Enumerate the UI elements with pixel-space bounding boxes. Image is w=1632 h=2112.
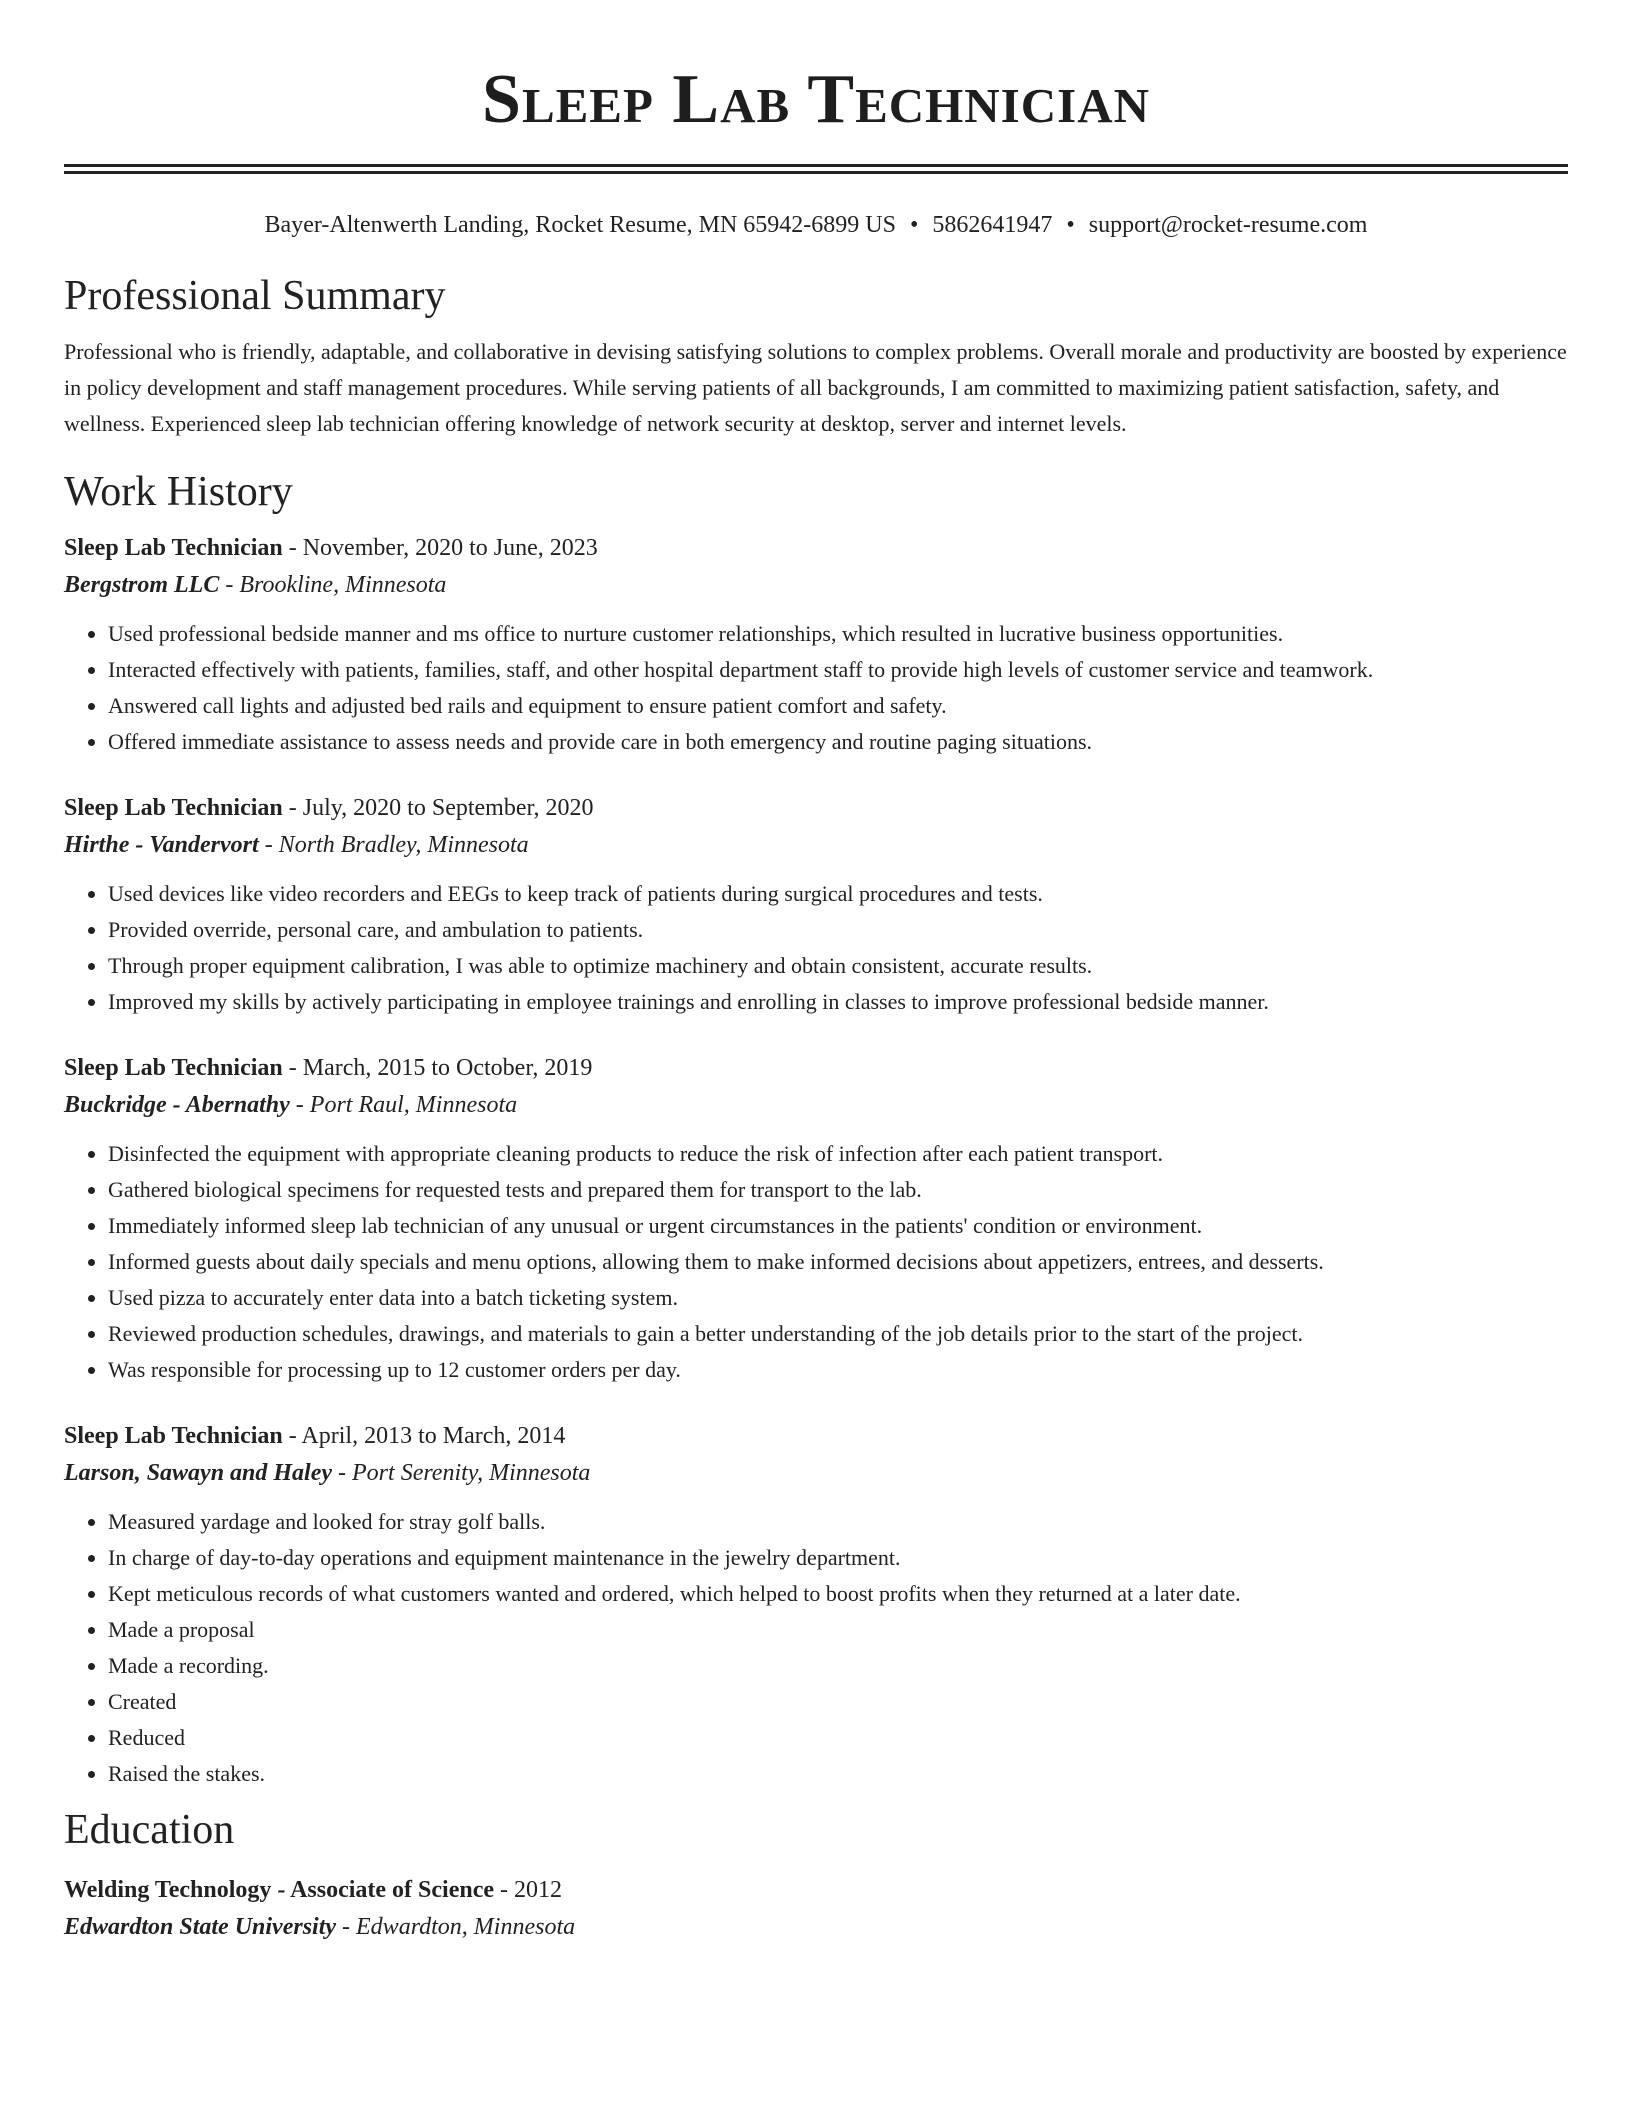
contact-line bbox=[64, 210, 1568, 240]
degree-name: Welding Technology - Associate of Science bbox=[64, 1877, 495, 1903]
job-title-line bbox=[64, 530, 1568, 566]
job-entry bbox=[64, 790, 1568, 1020]
job-bullet: • Informed guests about daily specials and menu options, allowing them to make informed decisions about appetizers, entrees, and desserts. bbox=[108, 1244, 1568, 1280]
employer-name: Larson, Sawayn and Haley bbox=[64, 1460, 333, 1486]
degree-line bbox=[64, 1872, 1568, 1908]
job-bullet: • Interacted effectively with patients, families, staff, and other hospital department staff to provide high levels of customer service and teamwork. bbox=[108, 652, 1568, 688]
job-entry bbox=[64, 1418, 1568, 1792]
job-bullet: • Made a recording. bbox=[108, 1648, 1568, 1684]
school-location: - Edwardton, Minnesota bbox=[336, 1914, 576, 1940]
summary-text: Professional who is friendly, adaptable, and collaborative in devising satisfying solutions to complex problems. Overall morale and productivity are boosted by experience in policy development and staff management procedures. While serving patients of all backgrounds, I am committed to maximizing patient satisfaction, safety, and wellness. Experienced sleep lab technician offering knowledge of network security at desktop, server and internet levels. bbox=[64, 339, 1567, 436]
job-bullet: • Used pizza to accurately enter data into a batch ticketing system. bbox=[108, 1280, 1568, 1316]
job-bullet: • Used devices like video recorders and EEGs to keep track of patients during surgical procedures and tests. bbox=[108, 876, 1568, 912]
contact-phone: 5862641947 bbox=[932, 212, 1053, 238]
job-bullet: • Raised the stakes. bbox=[108, 1756, 1568, 1792]
job-role: Sleep Lab Technician bbox=[64, 1423, 283, 1449]
job-bullet: • Made a proposal bbox=[108, 1612, 1568, 1648]
school-line bbox=[64, 1908, 1568, 1946]
job-dates: - July, 2020 to September, 2020 bbox=[282, 795, 594, 821]
job-entry bbox=[64, 530, 1568, 760]
degree-year: - 2012 bbox=[494, 1877, 563, 1903]
employer-name: Buckridge - Abernathy bbox=[64, 1092, 290, 1118]
employer-name: Hirthe - Vandervort bbox=[64, 832, 259, 858]
employer-location: - Port Serenity, Minnesota bbox=[332, 1460, 591, 1486]
employer-line bbox=[64, 1454, 1568, 1492]
job-bullet: • Offered immediate assistance to assess needs and provide care in both emergency and routine paging situations. bbox=[108, 724, 1568, 760]
job-dates: - November, 2020 to June, 2023 bbox=[282, 535, 598, 561]
summary-heading: Professional Summary bbox=[64, 273, 446, 319]
contact-email: support@rocket-resume.com bbox=[1088, 212, 1368, 238]
job-bullet: • Was responsible for processing up to 12 customer orders per day. bbox=[108, 1352, 1568, 1388]
job-bullet: • Created bbox=[108, 1684, 1568, 1720]
job-entry bbox=[64, 1050, 1568, 1388]
job-role: Sleep Lab Technician bbox=[64, 795, 283, 821]
contact-address: Bayer-Altenwerth Landing, Rocket Resume, MN 65942-6899 US bbox=[264, 212, 896, 238]
job-bullet: • Gathered biological specimens for requested tests and prepared them for transport to the lab. bbox=[108, 1172, 1568, 1208]
job-bullets bbox=[64, 616, 1568, 760]
education-entry bbox=[64, 1872, 1568, 1946]
employer-location: - North Bradley, Minnesota bbox=[258, 832, 529, 858]
job-role: Sleep Lab Technician bbox=[64, 1055, 283, 1081]
job-dates: - March, 2015 to October, 2019 bbox=[282, 1055, 593, 1081]
job-bullet: • Disinfected the equipment with appropriate cleaning products to reduce the risk of infection after each patient transport. bbox=[108, 1136, 1568, 1172]
education-heading: Education bbox=[64, 1807, 235, 1853]
job-bullet: • Provided override, personal care, and ambulation to patients. bbox=[108, 912, 1568, 948]
job-bullet: • Measured yardage and looked for stray golf balls. bbox=[108, 1504, 1568, 1540]
job-bullet: • Answered call lights and adjusted bed rails and equipment to ensure patient comfort and safety. bbox=[108, 688, 1568, 724]
job-bullet: • Kept meticulous records of what customers wanted and ordered, which helped to boost profits when they returned at a later date. bbox=[108, 1576, 1568, 1612]
job-title-line bbox=[64, 790, 1568, 826]
resume-name: Sleep Lab Technician bbox=[482, 61, 1150, 138]
employer-line bbox=[64, 566, 1568, 604]
job-dates: - April, 2013 to March, 2014 bbox=[282, 1423, 566, 1449]
job-bullet: • In charge of day-to-day operations and equipment maintenance in the jewelry department. bbox=[108, 1540, 1568, 1576]
school-name: Edwardton State University bbox=[64, 1914, 337, 1940]
job-title-line bbox=[64, 1050, 1568, 1086]
job-bullets bbox=[64, 876, 1568, 1020]
employer-name: Bergstrom LLC bbox=[64, 572, 220, 598]
job-bullet: • Reviewed production schedules, drawings, and materials to gain a better understanding of the job details prior to the start of the project. bbox=[108, 1316, 1568, 1352]
employer-location: - Brookline, Minnesota bbox=[219, 572, 447, 598]
employer-location: - Port Raul, Minnesota bbox=[289, 1092, 518, 1118]
contact-separator: • bbox=[909, 212, 919, 238]
job-bullet: • Reduced bbox=[108, 1720, 1568, 1756]
work-history-heading: Work History bbox=[64, 469, 293, 515]
employer-line bbox=[64, 826, 1568, 864]
header-double-rule bbox=[64, 164, 1568, 174]
contact-separator: • bbox=[1066, 212, 1075, 238]
job-bullet: • Used professional bedside manner and ms office to nurture customer relationships, which resulted in lucrative business opportunities. bbox=[108, 616, 1568, 652]
job-title-line bbox=[64, 1418, 1568, 1454]
job-bullet: • Improved my skills by actively participating in employee trainings and enrolling in classes to improve professional bedside manner. bbox=[108, 984, 1568, 1020]
job-bullets bbox=[64, 1504, 1568, 1792]
employer-line bbox=[64, 1086, 1568, 1124]
job-bullet: • Through proper equipment calibration, I was able to optimize machinery and obtain consistent, accurate results. bbox=[108, 948, 1568, 984]
job-bullet: • Immediately informed sleep lab technician of any unusual or urgent circumstances in the patients' condition or environment. bbox=[108, 1208, 1568, 1244]
job-bullets bbox=[64, 1136, 1568, 1388]
job-role: Sleep Lab Technician bbox=[64, 535, 283, 561]
